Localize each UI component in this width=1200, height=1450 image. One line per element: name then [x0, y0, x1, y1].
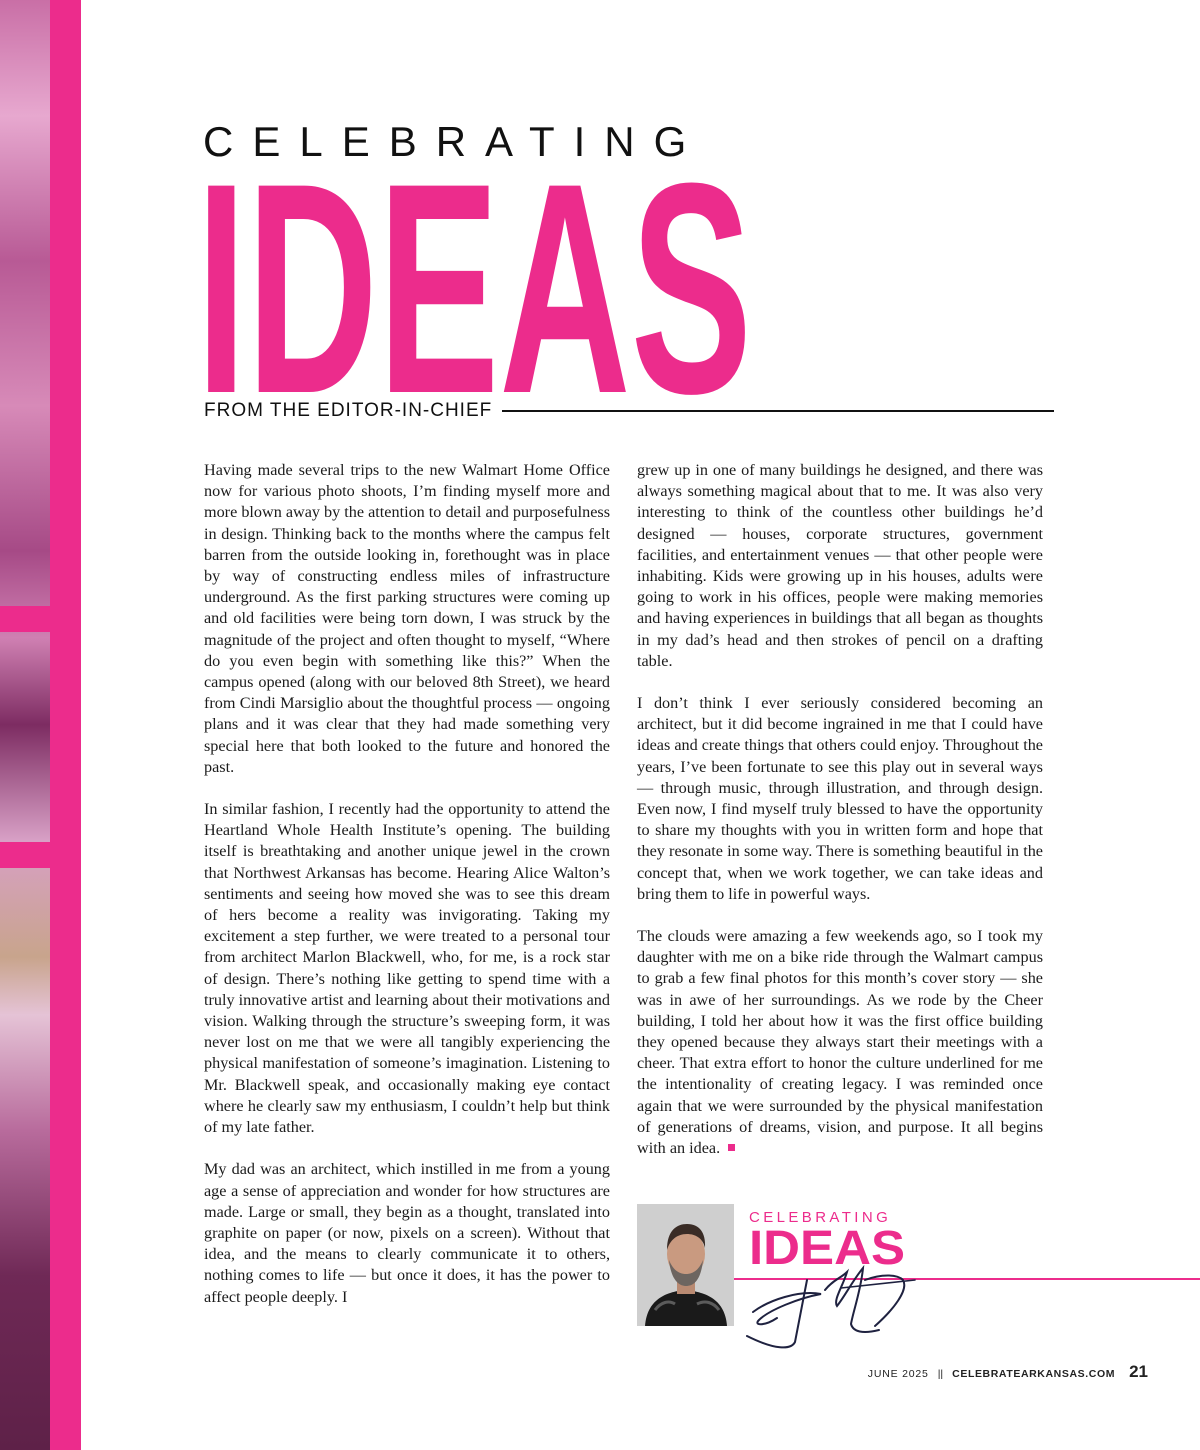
page-number: 21	[1129, 1362, 1148, 1381]
article-column-left	[204, 460, 610, 1329]
article-column-right	[637, 460, 1043, 1180]
subhead-rule	[502, 410, 1054, 412]
subhead-label: FROM THE EDITOR-IN-CHIEF	[204, 400, 493, 421]
paragraph: Having made several trips to the new Walmart Home Office now for various photo shoots, I’m finding myself more and more blown away by the attention to detail and purposefulness in design. Thinking back to the months where the campus felt barren from the outside looking in, forethought was in place by way of constructing endless miles of infrastructure underground. As the first parking structures were coming up and old facilities were being torn down, I was struck by the magnitude of the project and often thought to myself, “Where do you even begin with something like this?” When the campus opened (along with our beloved 8th Street), we heard from Cindi Marsiglio about the thoughtful process — ongoing plans and it was clear that they had made something very special here that both looked to the future and honored the past.	[204, 461, 610, 776]
cover-photo-strip	[0, 0, 50, 1450]
editor-headshot	[637, 1204, 734, 1326]
website-link[interactable]: CELEBRATEARKANSAS.COM	[952, 1368, 1116, 1380]
masthead-title	[196, 160, 756, 396]
footer-separator: ||	[937, 1368, 944, 1380]
editor-signature	[729, 1250, 959, 1350]
page-footer	[868, 1362, 1148, 1382]
paragraph-final	[637, 926, 1043, 1159]
editor-signature-block	[637, 1200, 1200, 1360]
pink-border-bar	[50, 0, 81, 1450]
section-subhead	[204, 398, 1054, 424]
photo-divider	[0, 842, 50, 868]
photo-divider	[0, 606, 50, 632]
paragraph: My dad was an architect, which instilled in me from a young age a sense of appreciation and wonder for how structures are made. Large or small, they begin as a thought, translated into graphite on paper (or now, pixels on a screen). Without that idea, and the means to clearly communicate it to others, nothing comes to life — but once it does, it has the power to affect people deeply. I	[204, 1160, 610, 1306]
masthead-kicker: CELEBRATING	[203, 118, 706, 165]
paragraph: In similar fashion, I recently had the opportunity to attend the Heartland Whole Health Institute’s opening. The building itself is breathtaking and another unique jewel in the crown that Northwest Arkansas has become. Hearing Alice Walton’s sentiments and seeing how moved she was to see this dream of hers become a reality was invigorating. Taking my excitement a step further, we were treated to a personal tour from architect Marlon Blackwell, who, for me, is a rock star of design. There’s nothing like getting to spend time with a truly innovative artist and learning about their motivations and vision. Walking through the structure’s sweeping form, it was never lost on me that we were all tangibly experiencing the physical manifestation of someone’s imagination. Listening to Mr. Blackwell speak, and occasionally making eye contact where he clearly saw my enthusiasm, I couldn’t help but think of my late father.	[204, 800, 610, 1137]
masthead-title-text: IDEAS	[196, 160, 752, 396]
issue-date: JUNE 2025	[867, 1368, 929, 1380]
logo-kicker: CELEBRATING	[749, 1209, 892, 1226]
logo-title: IDEAS	[749, 1226, 905, 1266]
paragraph: I don’t think I ever seriously considered becoming an architect, but it did become ingrained in me that I could have ideas and create things that others could enjoy. Throughout the years, I’ve been fortunate to see this play out in several ways — through music, through illustration, and through design. Even now, I find myself truly blessed to have the opportunity to share my thoughts with you in written form and hope that they resonate in some way. There is something beautiful in the concept that, when we work together, we can take ideas and bring them to life in powerful ways.	[637, 694, 1043, 903]
paragraph: grew up in one of many buildings he designed, and there was always something magical about that to me. It was also very interesting to think of the countless other buildings he’d designed — houses, corporate structures, government facilities, and entertainment venues — that other people were inhabiting. Kids were growing up in his houses, adults were going to work in his offices, people were making memories and having experiences in buildings that all began as thoughts in my dad’s head and then strokes of pencil on a drafting table.	[637, 461, 1043, 670]
paragraph-text: The clouds were amazing a few weekends ago, so I took my daughter with me on a bike ride through the Walmart campus to grab a few final photos for this month’s cover story — she was in awe of her surroundings. As we rode by the Cheer building, I told her about how it was the first office building they opened because they always start their meetings with a cheer. That extra effort to honor the culture underlined for me the intentionality of creating legacy. I was reminded once again that we were surrounded by the physical manifestation of generations of dreams, vision, and purpose. It all begins with an idea.	[637, 927, 1043, 1158]
end-mark-icon	[728, 1144, 735, 1151]
